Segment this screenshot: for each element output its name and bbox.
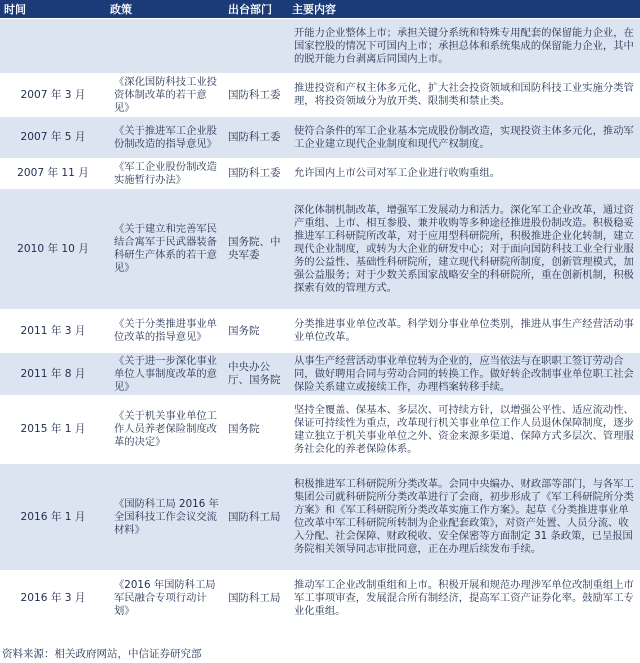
cell-dept: 国防科工委 xyxy=(224,159,288,189)
cell-dept: 国务院、中央军委 xyxy=(224,189,288,310)
cell-time: 2007 年 5 月 xyxy=(0,117,106,159)
cell-dept: 国务院 xyxy=(224,396,288,464)
cell-policy xyxy=(106,19,224,74)
cell-dept: 国防科工局 xyxy=(224,571,288,627)
header-policy: 政策 xyxy=(106,0,224,19)
cell-time: 2011 年 8 月 xyxy=(0,353,106,396)
cell-time: 2010 年 10 月 xyxy=(0,189,106,310)
cell-content: 积极推进军工科研院所分类改革。会同中央编办、财政部等部门，与各军工集团公司就科研院所分类改革进行了会商，初步形成了《军工科研院所分类方案》和《军工科研院所分类改革实施工作方案》。起草《分类推进事业单位改革中军工科研院所转制为企业配套政策》，对资产处置、人员分流、收入分配、社会保障、财政税收、安全保密等方面制定 31 条政策，已呈报国务院相关领导同志审批同意，正在办理后续发布手续。 xyxy=(288,464,640,571)
cell-content: 使符合条件的军工企业基本完成股份制改造，实现投资主体多元化，推动军工企业建立现代企业制度和现代产权制度。 xyxy=(288,117,640,159)
cell-time: 2011 年 3 月 xyxy=(0,310,106,353)
cell-dept: 国防科工委 xyxy=(224,74,288,117)
cell-dept: 国防科工委 xyxy=(224,117,288,159)
cell-content: 推进投资和产权主体多元化，扩大社会投资领域和国防科技工业实施分类管理，将投资领域分为放开类、限制类和禁止类。 xyxy=(288,74,640,117)
table-row xyxy=(0,396,640,464)
table-body xyxy=(0,19,640,627)
table-row xyxy=(0,571,640,627)
table-row xyxy=(0,189,640,310)
cell-policy: 《国防科工局 2016 年全国科技工作会议交流材料》 xyxy=(106,464,224,571)
cell-policy: 《关于进一步深化事业单位人事制度改革的意见》 xyxy=(106,353,224,396)
table-row xyxy=(0,310,640,353)
table-row xyxy=(0,353,640,396)
cell-policy: 《关于建立和完善军民结合寓军于民武器装备科研生产体系的若干意见》 xyxy=(106,189,224,310)
cell-time: 2016 年 3 月 xyxy=(0,571,106,627)
header-row xyxy=(0,0,640,19)
table-header xyxy=(0,0,640,19)
cell-time: 2007 年 3 月 xyxy=(0,74,106,117)
cell-dept: 中央办公厅、国务院 xyxy=(224,353,288,396)
cell-policy: 《军工企业股份制改造实施暂行办法》 xyxy=(106,159,224,189)
cell-dept: 国防科工局 xyxy=(224,464,288,571)
cell-content: 从事生产经营活动事业单位转为企业的，应当依法与在职职工签订劳动合同，做好聘用合同与劳动合同的转换工作。做好转企改制事业单位职工社会保险关系建立或接续工作，办理档案转移手续。 xyxy=(288,353,640,396)
cell-policy: 《关于推进军工企业股份制改造的指导意见》 xyxy=(106,117,224,159)
cell-policy: 《关于分类推进事业单位改革的指导意见》 xyxy=(106,310,224,353)
cell-content: 坚持全覆盖、保基本、多层次、可持续方针，以增强公平性、适应流动性、保证可持续性为重点，改革现行机关事业单位工作人员退休保障制度，逐步建立独立于机关事业单位之外、资金来源多渠道、保障方式多层次、管理服务社会化的养老保险体系。 xyxy=(288,396,640,464)
source-note: 资料来源：相关政府网站，中信证券研究部 xyxy=(2,648,202,660)
cell-content: 深化体制机制改革，增强军工发展动力和活力。深化军工企业改革，通过资产重组、上市、相互参股、兼并收购等多种途径推进股份制改造。积极稳妥推进军工科研院所改革，对于应用型科研院所，积极推进企业化转制，建立现代企业制度，或转为大企业的研发中心；对于面向国防科技工业全行业服务的公益性、基础性科研院所，建立现代科研院所制度，创新管理模式，加强公益服务；对于少数关系国家战略安全的科研院所，重在创新机制，积极探索有效的管理方式。 xyxy=(288,189,640,310)
cell-policy: 《深化国防科技工业投资体制改革的若干意见》 xyxy=(106,74,224,117)
table-row xyxy=(0,464,640,571)
cell-time: 2015 年 1 月 xyxy=(0,396,106,464)
cell-policy: 《关于机关事业单位工作人员养老保险制度改革的决定》 xyxy=(106,396,224,464)
cell-content: 分类推进事业单位改革。科学划分事业单位类别，推进从事生产经营活动事业单位改革。 xyxy=(288,310,640,353)
cell-policy: 《2016 年国防科工局军民融合专项行动计划》 xyxy=(106,571,224,627)
cell-dept xyxy=(224,19,288,74)
table-row xyxy=(0,74,640,117)
cell-dept: 国务院 xyxy=(224,310,288,353)
cell-time: 2007 年 11 月 xyxy=(0,159,106,189)
header-dept: 出台部门 xyxy=(224,0,288,19)
cell-content: 允许国内上市公司对军工企业进行收购重组。 xyxy=(288,159,640,189)
table-row xyxy=(0,159,640,189)
header-content: 主要内容 xyxy=(288,0,640,19)
cell-content: 推动军工企业改制重组和上市。积极开展和规范办理涉军单位改制重组上市军工事项审查，发展混合所有制经济，提高军工资产证券化率。鼓励军工专业化重组。 xyxy=(288,571,640,627)
cell-time: 2016 年 1 月 xyxy=(0,464,106,571)
table-row xyxy=(0,19,640,74)
cell-time xyxy=(0,19,106,74)
header-time: 时间 xyxy=(0,0,106,19)
table-row xyxy=(0,117,640,159)
cell-content: 开能力企业整体上市；承担关键分系统和特殊专用配套的保留能力企业，在国家控股的情况下可国内上市；承担总体和系统集成的保留能力企业，其中的脱开能力台剥离后同国内上市。 xyxy=(288,19,640,74)
